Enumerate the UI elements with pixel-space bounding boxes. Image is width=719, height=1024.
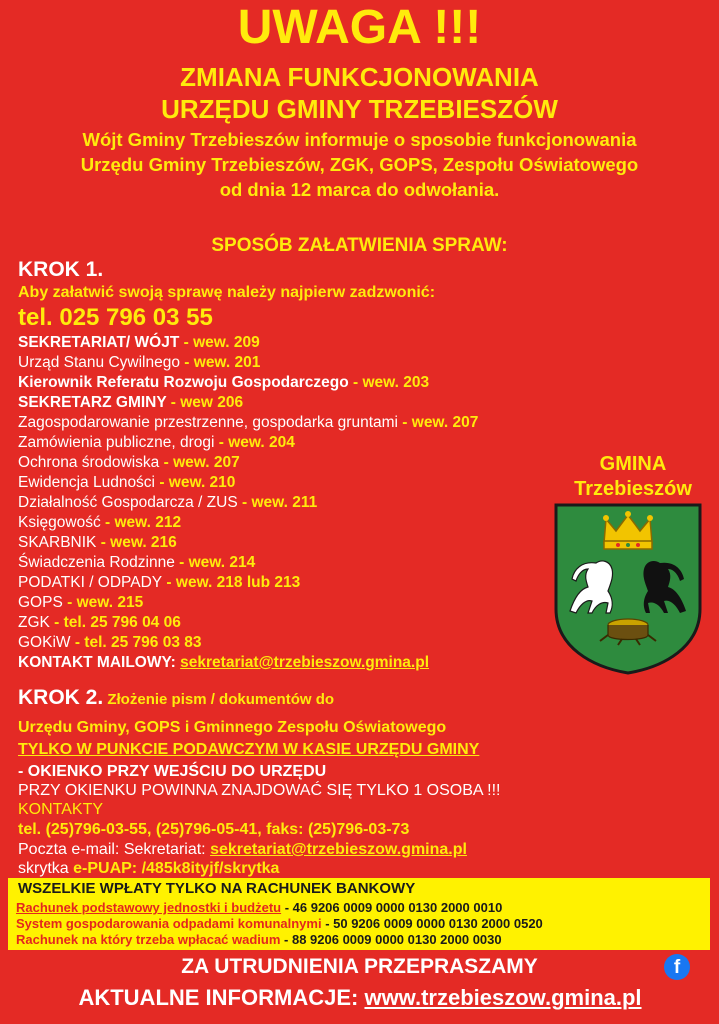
contact-name: Zagospodarowanie przestrzenne, gospodarka gruntami (18, 414, 398, 431)
email-link[interactable]: sekretariat@trzebieszow.gmina.pl (210, 841, 467, 858)
contact-name: Zamówienia publiczne, drogi (18, 434, 215, 451)
contact-name: Działalność Gospodarcza / ZUS (18, 494, 238, 511)
contact-name: SKARBNIK (18, 534, 97, 551)
bank-account-row-1 (16, 900, 502, 915)
bank-title: WSZELKIE WPŁATY TYLKO NA RACHUNEK BANKOWY (18, 880, 416, 897)
apology-text: ZA UTRUDNIENIA PRZEPRASZAMY (181, 955, 538, 978)
contact-name: Kierownik Referatu Rozwoju Gospodarczego (18, 374, 349, 391)
contact-extension: - wew. 201 (179, 354, 261, 371)
contact-name: Ochrona środowiska (18, 454, 160, 471)
contact-name: PODATKI / ODPADY (18, 574, 163, 591)
contact-row (18, 413, 478, 433)
epuap-row (18, 859, 279, 879)
contact-row (18, 593, 143, 613)
contact-name: SEKRETARIAT/ WÓJT (18, 334, 180, 351)
contact-name: GOPS (18, 594, 63, 611)
contact-extension: - tel. 25 796 04 06 (49, 614, 181, 631)
contact-row (18, 453, 240, 473)
bank-account-label: Rachunek podstawowy jednostki i budżetu (16, 900, 282, 915)
bank-account-number: - 50 9206 0009 0000 0130 2000 0520 (321, 916, 543, 931)
alert-heading: UWAGA !!! (237, 1, 482, 54)
bank-account-row-3 (16, 932, 502, 947)
step2-line-5: PRZY OKIENKU POWINNA ZNAJDOWAĆ SIĘ TYLKO 1 OSOBA !!! (18, 782, 501, 799)
step2-heading: KROK 2. (18, 686, 104, 709)
contacts-label: KONTAKTY (18, 801, 104, 818)
crest-caption-line-2: Trzebieszów (574, 478, 692, 500)
contact-name: Księgowość (18, 514, 101, 531)
contact-name: Ewidencja Ludności (18, 474, 156, 491)
contact-row (18, 353, 260, 373)
epuap-address: e-PUAP: /485k8ityjf/skrytka (73, 860, 280, 877)
contact-extension: - wew. 203 (348, 374, 430, 391)
step2-heading-row (18, 688, 334, 710)
step1-heading: KROK 1. (18, 258, 104, 281)
title-line-2: URZĘDU GMINY TRZEBIESZÓW (161, 94, 558, 124)
contact-row (18, 393, 243, 413)
contact-extension: - wew. 207 (397, 414, 479, 431)
contact-extension: - wew. 204 (214, 434, 295, 451)
email-contact-label: KONTAKT MAILOWY: (18, 654, 181, 671)
bank-account-label: Rachunek na który trzeba wpłacać wadium (16, 932, 281, 947)
email-prefix: Poczta e-mail: Sekretariat: (18, 841, 211, 858)
contact-row (18, 513, 181, 533)
contact-row (18, 473, 235, 493)
step2-line-4: - OKIENKO PRZY WEJŚCIU DO URZĘDU (18, 763, 327, 780)
intro-line-3: od dnia 12 marca do odwołania. (219, 179, 500, 200)
bank-account-number: - 46 9206 0009 0000 0130 2000 0010 (281, 900, 503, 915)
contact-extension: - wew 206 (166, 394, 244, 411)
contact-extension: - wew. 209 (179, 334, 260, 351)
website-link[interactable]: www.trzebieszow.gmina.pl (364, 985, 642, 1010)
facebook-icon[interactable]: f (664, 954, 690, 980)
contact-extension: - wew. 214 (174, 554, 256, 571)
contact-name: ZGK (18, 614, 50, 631)
contact-extension: - wew. 210 (155, 474, 236, 491)
bank-accounts-box (8, 878, 710, 950)
contact-extension: - wew. 215 (62, 594, 144, 611)
contact-row (18, 573, 300, 593)
step1-instruction: Aby załatwić swoją sprawę należy najpierw zadzwonić: (18, 284, 436, 301)
contact-extension: - wew. 218 lub 213 (162, 574, 301, 591)
contact-extension: - wew. 211 (237, 494, 318, 511)
section-title: SPOSÓB ZAŁATWIENIA SPRAW: (211, 235, 508, 256)
email-contact-row (18, 653, 429, 673)
email-contact-link[interactable]: sekretariat@trzebieszow.gmina.pl (180, 654, 429, 671)
contact-row (18, 433, 295, 453)
step2-line-1: Złożenie pism / dokumentów do (103, 691, 335, 708)
contact-name: Świadczenia Rodzinne (18, 554, 175, 571)
bank-account-row-2 (16, 916, 543, 931)
info-row (10, 984, 710, 1012)
intro-line-2: Urzędu Gminy Trzebieszów, ZGK, GOPS, Zespołu Oświatowego (80, 154, 639, 175)
contact-row (18, 633, 202, 653)
contact-row (18, 613, 181, 633)
contact-name: Urząd Stanu Cywilnego (18, 354, 180, 371)
info-label: AKTUALNE INFORMACJE: (78, 985, 365, 1010)
epuap-prefix: skrytka (18, 860, 74, 877)
contact-row (18, 553, 255, 573)
contact-extension: - wew. 207 (159, 454, 240, 471)
step2-line-3: TYLKO W PUNKCIE PODAWCZYM W KASIE URZĘDU GMINY (18, 741, 480, 758)
title-line-1: ZMIANA FUNKCJONOWANIA (180, 62, 539, 92)
crest-caption-line-1: GMINA (599, 453, 667, 475)
contact-name: SEKRETARZ GMINY (18, 394, 167, 411)
contact-row (18, 533, 177, 553)
bank-account-label: System gospodarowania odpadami komunalnymi (16, 916, 322, 931)
contact-row (18, 493, 317, 513)
intro-line-1: Wójt Gminy Trzebieszów informuje o sposobie funkcjonowania (82, 129, 637, 150)
contact-name: GOKiW (18, 634, 71, 651)
contact-phones: tel. (25)796-03-55, (25)796-05-41, faks: (25)796-03-73 (18, 821, 410, 838)
contact-extension: - wew. 216 (96, 534, 177, 551)
contact-row (18, 373, 429, 393)
coat-of-arms-icon (552, 501, 704, 675)
contact-row (18, 333, 260, 353)
contact-extension: - tel. 25 796 03 83 (70, 634, 202, 651)
bank-account-number: - 88 9206 0009 0000 0130 2000 0030 (280, 932, 502, 947)
step1-phone: tel. 025 796 03 55 (18, 304, 213, 331)
email-row (18, 840, 467, 860)
step2-line-2: Urzędu Gminy, GOPS i Gminnego Zespołu Oświatowego (18, 719, 447, 736)
contact-extension: - wew. 212 (100, 514, 182, 531)
